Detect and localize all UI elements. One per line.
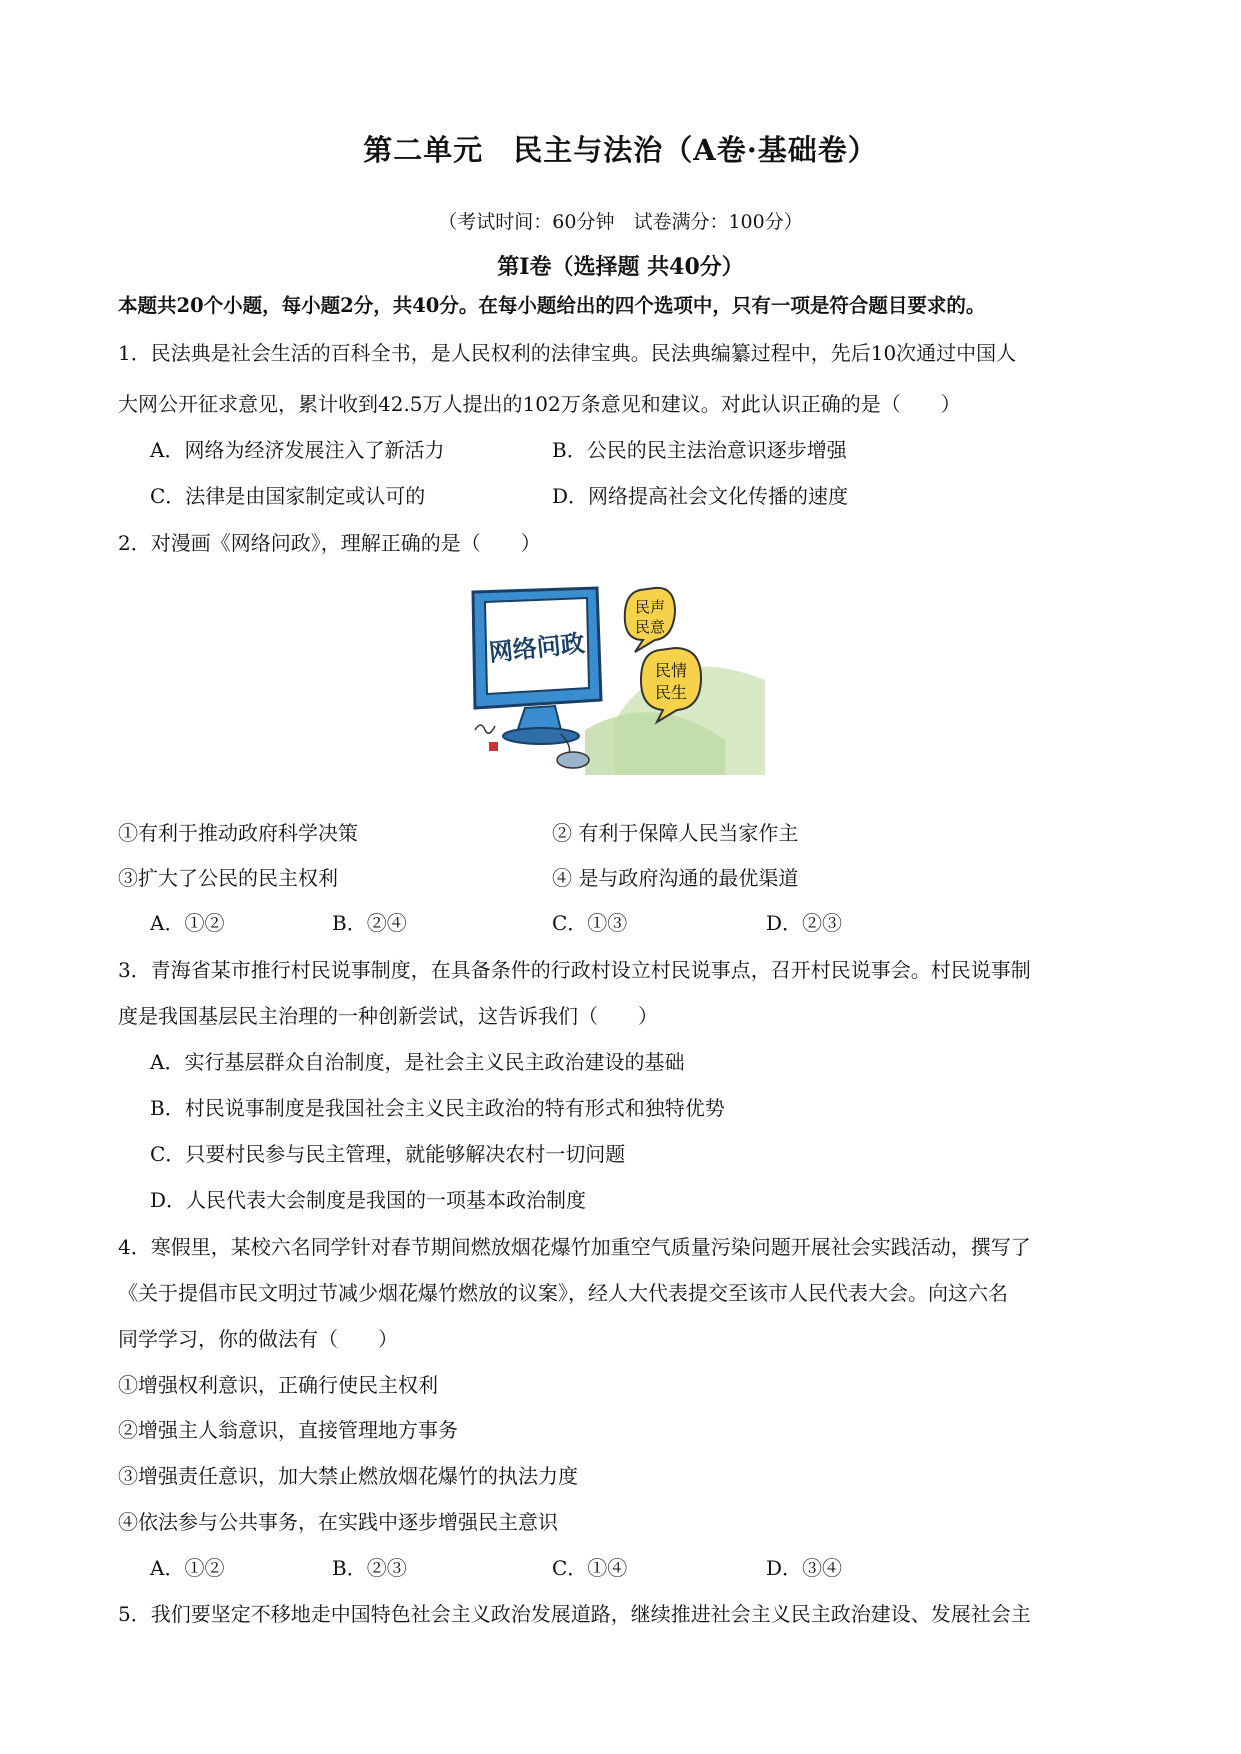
q3-stem-line2: 度是我国基层民主治理的一种创新尝试，这告诉我们（ ） — [118, 1004, 658, 1028]
q2-item-3: ③扩大了公民的民主权利 — [118, 866, 338, 890]
q5-stem-line1: 5．我们要坚定不移地走中国特色社会主义政治发展道路，继续推进社会主义民主政治建设、发展社会主 — [118, 1602, 1031, 1626]
q4-option-c: C．①④ — [552, 1556, 628, 1580]
bubble1-line2: 民意 — [634, 618, 666, 636]
q4-stem-line3: 同学学习，你的做法有（ ） — [118, 1327, 398, 1351]
instruction-text: 本题共20个小题，每小题2分，共40分。在每小题给出的四个选项中，只有一项是符合题目要求的。 — [118, 294, 986, 317]
q2-option-d: D．②③ — [766, 911, 843, 935]
q2-stem: 2．对漫画《网络问政》，理解正确的是（ ） — [118, 531, 541, 555]
exam-meta: （考试时间：60分钟 试卷满分：100分） — [438, 211, 803, 233]
q4-stem-line2: 《关于提倡市民文明过节减少烟花爆竹燃放的议案》，经人大代表提交至该市人民代表大会。向这六名 — [118, 1281, 1008, 1305]
screen-text: 网络问政 — [487, 629, 586, 667]
q2-option-a: A．①② — [150, 911, 225, 935]
q4-option-a: A．①② — [150, 1556, 225, 1580]
q4-option-b: B．②③ — [332, 1556, 407, 1580]
q3-option-a: A．实行基层群众自治制度，是社会主义民主政治建设的基础 — [150, 1050, 685, 1074]
bubble1-line1: 民声 — [634, 598, 666, 616]
cartoon-drawing — [465, 580, 765, 775]
bubble2-line1: 民情 — [654, 661, 688, 680]
q4-item-4: ④依法参与公共事务，在实践中逐步增强民主意识 — [118, 1510, 558, 1534]
q2-option-b: B．②④ — [332, 911, 407, 935]
q1-stem-line1: 1．民法典是社会生活的百科全书，是人民权利的法律宝典。民法典编纂过程中，先后10次通过中国人 — [118, 341, 1017, 365]
q4-stem-line1: 4．寒假里，某校六名同学针对春节期间燃放烟花爆竹加重空气质量污染问题开展社会实践活动，撰写了 — [118, 1235, 1031, 1259]
bubble2-line2: 民生 — [654, 683, 688, 702]
q2-item-4: ④ 是与政府沟通的最优渠道 — [552, 866, 799, 890]
q4-item-2: ②增强主人翁意识，直接管理地方事务 — [118, 1418, 458, 1442]
q1-option-b: B．公民的民主法治意识逐步增强 — [552, 438, 847, 462]
q2-item-1: ①有利于推动政府科学决策 — [118, 821, 358, 845]
q2-option-c: C．①③ — [552, 911, 628, 935]
cartoon-image — [465, 580, 765, 775]
q3-option-d: D．人民代表大会制度是我国的一项基本政治制度 — [150, 1188, 587, 1212]
q1-option-c: C．法律是由国家制定或认可的 — [150, 484, 426, 508]
q3-option-b: B．村民说事制度是我国社会主义民主政治的特有形式和独特优势 — [150, 1096, 725, 1120]
q3-stem-line1: 3．青海省某市推行村民说事制度，在具备条件的行政村设立村民说事点，召开村民说事会。村民说事制 — [118, 958, 1031, 982]
page-title: 第二单元 民主与法治（A卷·基础卷） — [363, 133, 878, 167]
q3-option-c: C．只要村民参与民主管理，就能够解决农村一切问题 — [150, 1142, 626, 1166]
artist-seal — [489, 742, 498, 751]
q4-option-d: D．③④ — [766, 1556, 843, 1580]
q4-item-3: ③增强责任意识，加大禁止燃放烟花爆竹的执法力度 — [118, 1464, 578, 1488]
section-title: 第Ⅰ卷（选择题 共40分） — [497, 254, 744, 280]
q1-option-a: A．网络为经济发展注入了新活力 — [150, 438, 445, 462]
mouse-icon — [557, 752, 589, 768]
artist-signature — [475, 725, 495, 733]
q1-option-d: D．网络提高社会文化传播的速度 — [552, 484, 849, 508]
q2-item-2: ② 有利于保障人民当家作主 — [552, 821, 799, 845]
q4-item-1: ①增强权利意识，正确行使民主权利 — [118, 1373, 438, 1397]
q1-stem-line2: 大网公开征求意见，累计收到42.5万人提出的102万条意见和建议。对此认识正确的是（ ） — [118, 392, 961, 416]
